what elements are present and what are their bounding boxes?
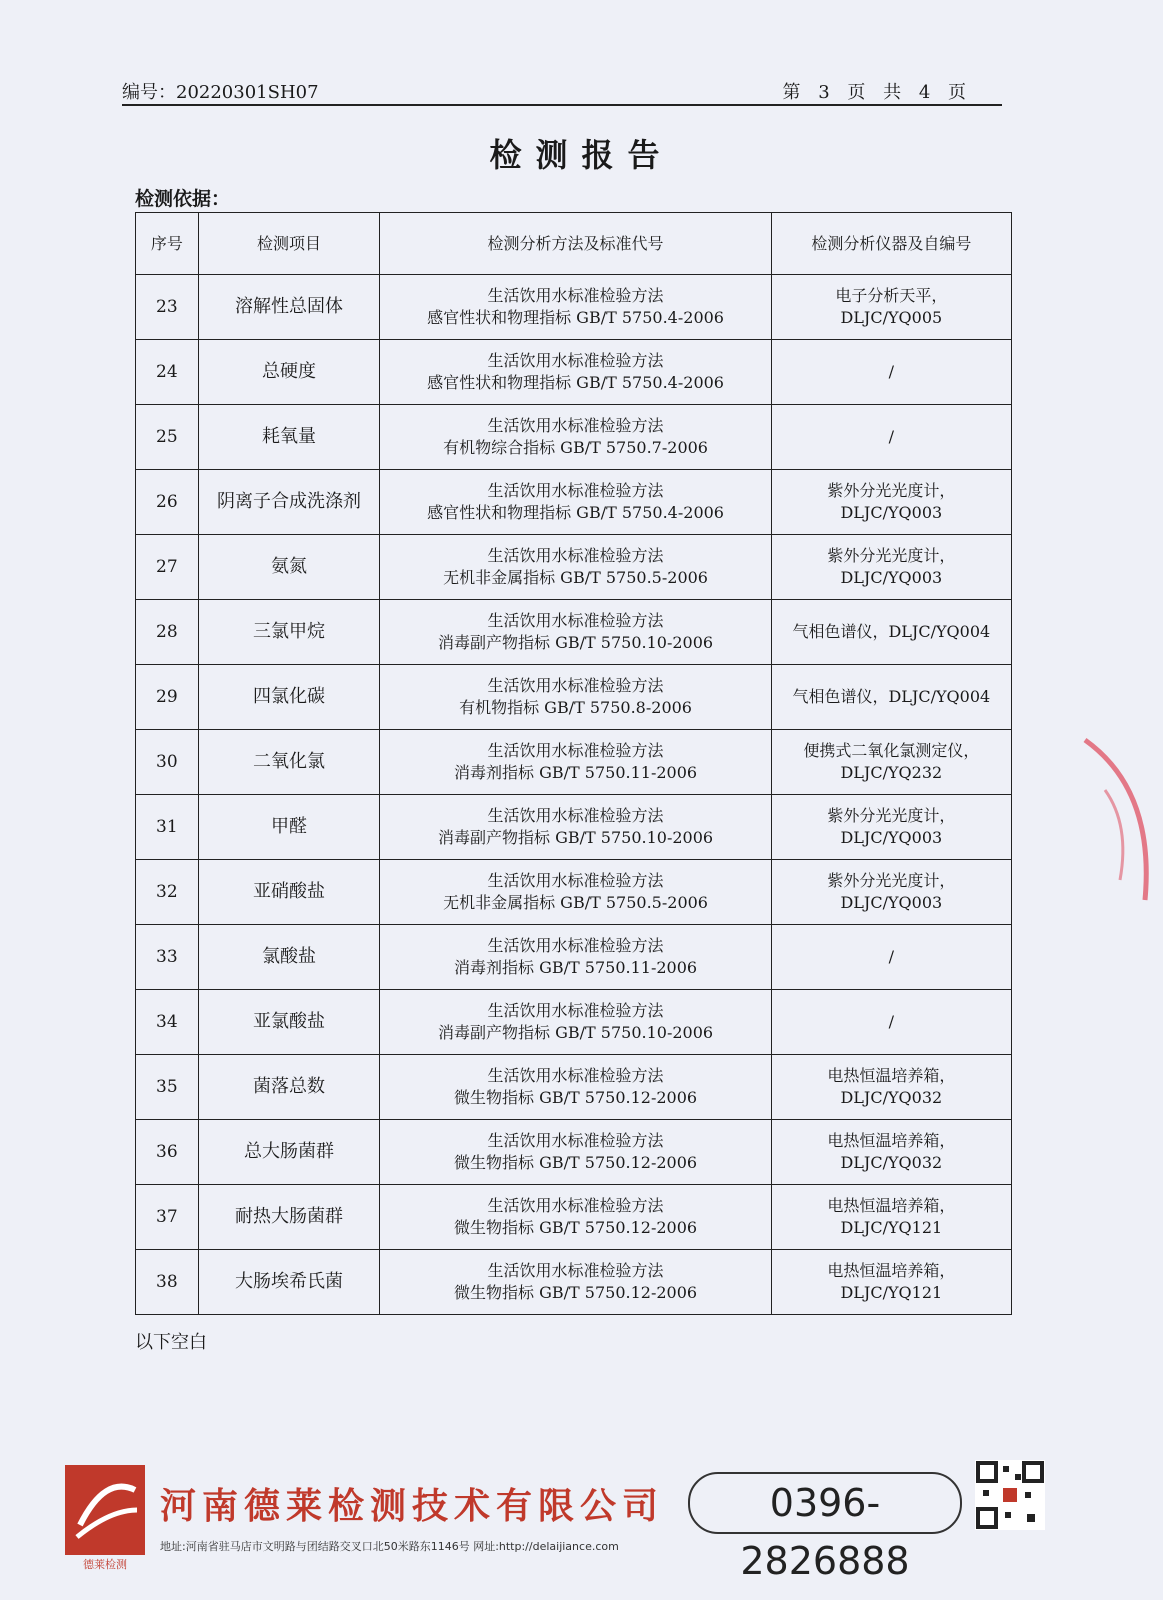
cell-instrument (771, 795, 1011, 860)
cell-instrument (771, 990, 1011, 1055)
cell-no-line: 33 (156, 947, 178, 967)
cell-method-line: 生活饮用水标准检验方法 (487, 1261, 664, 1280)
cell-instrument-line: DLJC/YQ003 (840, 893, 943, 912)
cell-item-line: 耐热大肠菌群 (235, 1206, 344, 1227)
table-row (136, 730, 1012, 795)
cell-method (380, 665, 771, 730)
logo-caption: 德莱检测 (83, 1558, 127, 1571)
cell-method (380, 730, 771, 795)
cell-item-line: 亚硝酸盐 (253, 881, 326, 902)
table-row (136, 925, 1012, 990)
cell-method-line: 感官性状和物理指标 GB/T 5750.4-2006 (427, 308, 724, 327)
cell-instrument-line: 电热恒温培养箱， (827, 1131, 956, 1150)
cell-method-line: 有机物综合指标 GB/T 5750.7-2006 (443, 438, 708, 457)
cell-instrument-line: 便携式二氧化氯测定仪， (803, 741, 980, 760)
cell-no (136, 860, 199, 925)
cell-instrument (771, 340, 1011, 405)
cell-method-line: 无机非金属指标 GB/T 5750.5-2006 (443, 568, 708, 587)
cell-instrument (771, 1120, 1011, 1185)
page-header (122, 70, 1002, 106)
cell-no (136, 1185, 199, 1250)
cell-instrument (771, 275, 1011, 340)
cell-no (136, 275, 199, 340)
table-row (136, 535, 1012, 600)
document-number: 编号：20220301SH07 (122, 82, 319, 103)
cell-item-line: 耗氧量 (262, 426, 317, 447)
table-row (136, 600, 1012, 665)
cell-no (136, 665, 199, 730)
company-logo-icon (65, 1465, 145, 1555)
cell-instrument-line: 电热恒温培养箱， (827, 1261, 956, 1280)
cell-instrument-line: 紫外分光光度计， (827, 806, 956, 825)
cell-item-line: 大肠埃希氏菌 (235, 1271, 344, 1292)
cell-instrument-line: / (888, 1012, 895, 1031)
cell-no (136, 405, 199, 470)
page-footer (60, 1460, 1060, 1583)
cell-instrument (771, 1250, 1011, 1315)
cell-instrument-line: DLJC/YQ003 (840, 568, 943, 587)
cell-method-line: 消毒剂指标 GB/T 5750.11-2006 (454, 958, 698, 977)
cell-instrument (771, 470, 1011, 535)
cell-method-line: 生活饮用水标准检验方法 (487, 871, 664, 890)
cell-method-line: 生活饮用水标准检验方法 (487, 676, 664, 695)
cell-method (380, 1250, 771, 1315)
cell-item-line: 阴离子合成洗涤剂 (217, 491, 362, 512)
cell-no-line: 26 (156, 492, 178, 512)
below-blank-note: 以下空白 (135, 1332, 207, 1353)
page-number: 第 3 页 共 4 页 (782, 82, 972, 103)
cell-instrument-line: 紫外分光光度计， (827, 481, 956, 500)
cell-no-line: 34 (156, 1012, 178, 1032)
cell-method (380, 535, 771, 600)
cell-item (198, 795, 380, 860)
cell-instrument-line: 电热恒温培养箱， (827, 1066, 956, 1085)
cell-method-line: 生活饮用水标准检验方法 (487, 546, 664, 565)
table-row (136, 405, 1012, 470)
cell-instrument-line: DLJC/YQ003 (840, 503, 943, 522)
cell-method-line: 感官性状和物理指标 GB/T 5750.4-2006 (427, 503, 724, 522)
cell-method (380, 600, 771, 665)
cell-instrument (771, 730, 1011, 795)
cell-item (198, 665, 380, 730)
cell-no-line: 27 (156, 557, 178, 577)
cell-method-line: 消毒副产物指标 GB/T 5750.10-2006 (438, 828, 714, 847)
cell-instrument-line: DLJC/YQ032 (840, 1088, 943, 1107)
table-row (136, 1055, 1012, 1120)
cell-instrument (771, 535, 1011, 600)
cell-instrument-line: DLJC/YQ121 (840, 1218, 943, 1237)
header-item: 检测项目 (198, 213, 380, 275)
cell-method-line: 微生物指标 GB/T 5750.12-2006 (454, 1283, 698, 1302)
cell-method-line: 生活饮用水标准检验方法 (487, 806, 664, 825)
cell-item (198, 340, 380, 405)
cell-no (136, 1250, 199, 1315)
cell-method (380, 340, 771, 405)
cell-no-line: 35 (156, 1077, 178, 1097)
cell-item (198, 1055, 380, 1120)
cell-method-line: 无机非金属指标 GB/T 5750.5-2006 (443, 893, 708, 912)
cell-item (198, 275, 380, 340)
cell-item-line: 亚氯酸盐 (253, 1011, 326, 1032)
cell-method-line: 生活饮用水标准检验方法 (487, 936, 664, 955)
cell-method (380, 1120, 771, 1185)
cell-no-line: 38 (156, 1272, 178, 1292)
qr-code-icon (975, 1460, 1045, 1530)
table-row (136, 340, 1012, 405)
cell-instrument (771, 600, 1011, 665)
cell-instrument (771, 405, 1011, 470)
test-basis-table (135, 212, 1012, 1315)
cell-instrument-line: 紫外分光光度计， (827, 871, 956, 890)
cell-item-line: 甲醛 (271, 816, 308, 837)
cell-item-line: 总大肠菌群 (244, 1141, 335, 1162)
cell-item-line: 氨氮 (271, 556, 308, 577)
cell-method (380, 405, 771, 470)
header-no: 序号 (136, 213, 199, 275)
cell-instrument-line: DLJC/YQ121 (840, 1283, 943, 1302)
cell-item (198, 860, 380, 925)
cell-no-line: 31 (156, 817, 178, 837)
cell-method-line: 生活饮用水标准检验方法 (487, 1001, 664, 1020)
cell-method-line: 生活饮用水标准检验方法 (487, 416, 664, 435)
company-address: 地址:河南省驻马店市文明路与团结路交叉口北50米路东1146号 网址:http://delaijiance.com (160, 1540, 619, 1553)
cell-method (380, 925, 771, 990)
cell-method (380, 990, 771, 1055)
page-title: 检测报告 (489, 136, 674, 174)
cell-item (198, 925, 380, 990)
cell-no-line: 29 (156, 687, 178, 707)
cell-no-line: 37 (156, 1207, 178, 1227)
cell-method-line: 消毒剂指标 GB/T 5750.11-2006 (454, 763, 698, 782)
cell-method-line: 生活饮用水标准检验方法 (487, 1131, 664, 1150)
cell-instrument (771, 925, 1011, 990)
cell-no (136, 340, 199, 405)
cell-method-line: 生活饮用水标准检验方法 (487, 481, 664, 500)
cell-item-line: 二氧化氯 (253, 751, 326, 772)
cell-method (380, 470, 771, 535)
cell-instrument (771, 1055, 1011, 1120)
cell-method-line: 微生物指标 GB/T 5750.12-2006 (454, 1153, 698, 1172)
cell-no (136, 795, 199, 860)
cell-no-line: 36 (156, 1142, 178, 1162)
cell-item-line: 四氯化碳 (253, 686, 326, 707)
cell-instrument-line: 紫外分光光度计， (827, 546, 956, 565)
header-instrument: 检测分析仪器及自编号 (771, 213, 1011, 275)
cell-item (198, 730, 380, 795)
table-row (136, 795, 1012, 860)
table-row (136, 860, 1012, 925)
header-method: 检测分析方法及标准代号 (380, 213, 771, 275)
cell-instrument-line: DLJC/YQ032 (840, 1153, 943, 1172)
cell-method (380, 1185, 771, 1250)
cell-instrument (771, 1185, 1011, 1250)
cell-method-line: 微生物指标 GB/T 5750.12-2006 (454, 1218, 698, 1237)
cell-instrument-line: 电子分析天平， (835, 286, 948, 305)
cell-no-line: 23 (156, 297, 178, 317)
cell-no (136, 990, 199, 1055)
cell-no (136, 1120, 199, 1185)
cell-instrument-line: 气相色谱仪，DLJC/YQ004 (792, 687, 991, 706)
cell-method (380, 275, 771, 340)
cell-no (136, 600, 199, 665)
cell-instrument-line: / (888, 362, 895, 381)
cell-instrument (771, 665, 1011, 730)
basis-label: 检测依据： (135, 188, 231, 210)
cell-method (380, 1055, 771, 1120)
cell-item (198, 470, 380, 535)
table-row (136, 275, 1012, 340)
table-body (136, 275, 1012, 1315)
cell-item (198, 535, 380, 600)
table-row (136, 665, 1012, 730)
cell-no (136, 730, 199, 795)
cell-item-line: 三氯甲烷 (253, 621, 326, 642)
table-row (136, 1185, 1012, 1250)
cell-method-line: 微生物指标 GB/T 5750.12-2006 (454, 1088, 698, 1107)
cell-item (198, 1120, 380, 1185)
cell-item (198, 405, 380, 470)
cell-instrument-line: / (888, 947, 895, 966)
table-row (136, 990, 1012, 1055)
cell-no-line: 25 (156, 427, 178, 447)
cell-method-line: 生活饮用水标准检验方法 (487, 741, 664, 760)
table-row (136, 1120, 1012, 1185)
cell-no-line: 28 (156, 622, 178, 642)
cell-item-line: 溶解性总固体 (235, 296, 344, 317)
cell-item (198, 990, 380, 1055)
cell-no-line: 30 (156, 752, 178, 772)
cell-method-line: 生活饮用水标准检验方法 (487, 351, 664, 370)
table-row (136, 1250, 1012, 1315)
cell-item (198, 600, 380, 665)
cell-instrument (771, 860, 1011, 925)
seal-stamp (1075, 730, 1163, 910)
cell-item (198, 1250, 380, 1315)
phone-number: 0396-2826888 (688, 1472, 962, 1534)
cell-method (380, 860, 771, 925)
cell-no (136, 535, 199, 600)
cell-instrument-line: 电热恒温培养箱， (827, 1196, 956, 1215)
table-row (136, 470, 1012, 535)
cell-no-line: 24 (156, 362, 178, 382)
cell-no (136, 925, 199, 990)
cell-instrument-line: DLJC/YQ005 (840, 308, 943, 327)
cell-method-line: 有机物指标 GB/T 5750.8-2006 (459, 698, 692, 717)
cell-method-line: 生活饮用水标准检验方法 (487, 611, 664, 630)
cell-item-line: 氯酸盐 (262, 946, 317, 967)
cell-method-line: 生活饮用水标准检验方法 (487, 286, 664, 305)
cell-item-line: 菌落总数 (253, 1076, 326, 1097)
cell-method-line: 生活饮用水标准检验方法 (487, 1196, 664, 1215)
cell-no (136, 470, 199, 535)
cell-no-line: 32 (156, 882, 178, 902)
cell-item-line: 总硬度 (262, 361, 317, 382)
cell-method (380, 795, 771, 860)
cell-instrument-line: / (888, 427, 895, 446)
cell-instrument-line: DLJC/YQ003 (840, 828, 943, 847)
cell-method-line: 感官性状和物理指标 GB/T 5750.4-2006 (427, 373, 724, 392)
cell-no (136, 1055, 199, 1120)
cell-instrument-line: 气相色谱仪，DLJC/YQ004 (792, 622, 991, 641)
company-name: 河南德莱检测技术有限公司 (160, 1486, 665, 1527)
cell-method-line: 消毒副产物指标 GB/T 5750.10-2006 (438, 1023, 714, 1042)
cell-method-line: 消毒副产物指标 GB/T 5750.10-2006 (438, 633, 714, 652)
cell-instrument-line: DLJC/YQ232 (840, 763, 943, 782)
table-header-row (136, 213, 1012, 275)
cell-method-line: 生活饮用水标准检验方法 (487, 1066, 664, 1085)
cell-item (198, 1185, 380, 1250)
